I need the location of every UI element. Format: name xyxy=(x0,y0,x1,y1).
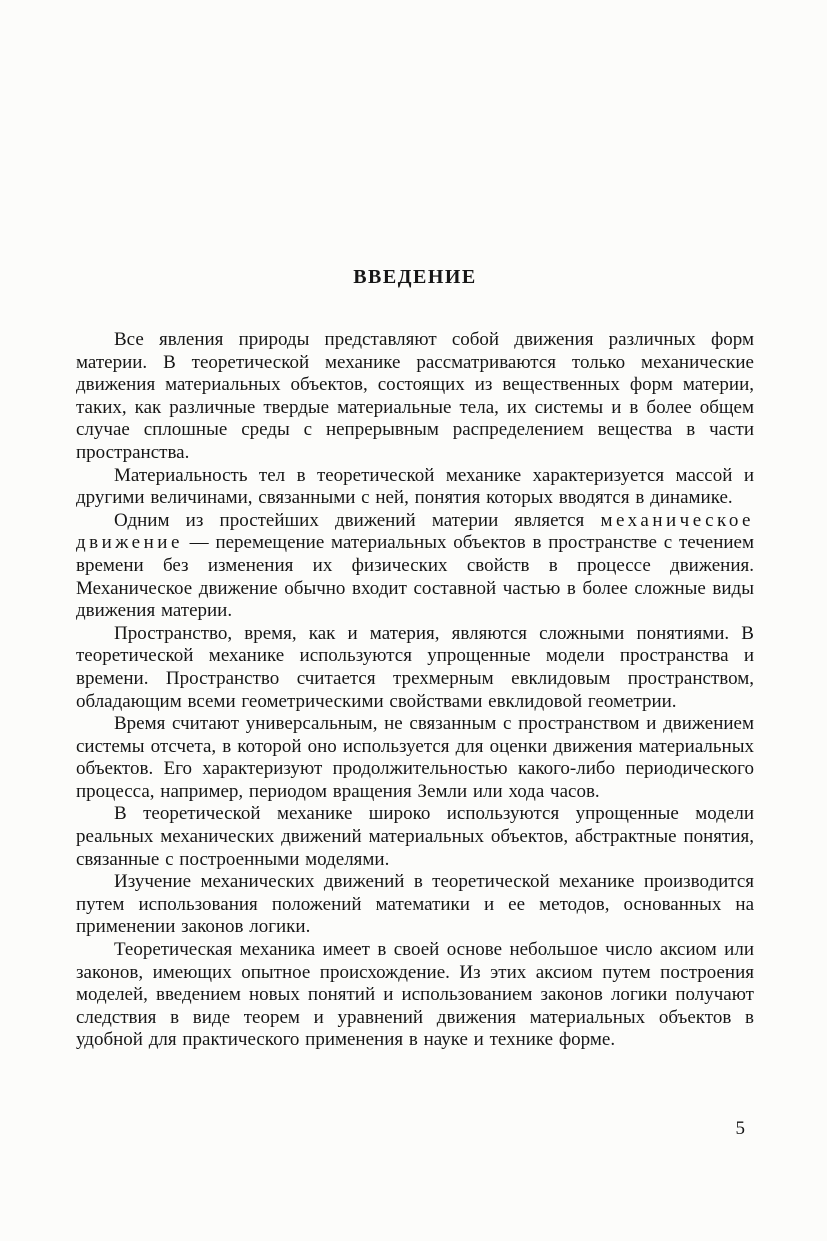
paragraph: Все явления природы представляют собой движения различных форм материи. В теоретической механике рассматриваются только механические движения материальных объектов, состоящих из вещественных форм материи, таких, как различные твердые материальные тела, их системы и в более общем случае сплошные среды с непрерывным распределением вещества в части пространства. xyxy=(76,329,754,463)
page-number: 5 xyxy=(735,1118,745,1139)
paragraph: Время считают универсальным, не связанным с пространством и движением системы отсчета, в которой оно используется для оценки движения материальных объектов. Его характеризуют продолжительностью какого-либо периодического процесса, например, периодом вращения Земли или хода часов. xyxy=(76,713,754,802)
chapter-title: ВВЕДЕНИЕ xyxy=(353,266,477,288)
paragraph-text: — перемещение материальных объектов в пространстве с течением времени без изменения их физических свойств в процессе движения. Механическое движение обычно входит составной частью в более сложные виды движения материи. xyxy=(76,532,754,622)
emphasized-term: механическое движение xyxy=(76,509,754,554)
paragraph: Теоретическая механика имеет в своей основе небольшое число аксиом или законов, имеющих опытное происхождение. Из этих аксиом путем построения моделей, введением новых понятий и использованием законов логики получают следствия в виде теорем и уравнений движения материальных объектов в удобной для практического применения в науке и технике форме. xyxy=(76,939,754,1051)
text-block xyxy=(76,266,754,1052)
paragraph: Материальность тел в теоретической механике характеризуется массой и другими величинами, связанными с ней, понятия которых вводятся в динамике. xyxy=(76,464,754,509)
paragraph: В теоретической механике широко используются упрощенные модели реальных механических движений материальных объектов, абстрактные понятия, связанные с построенными моделями. xyxy=(76,803,754,870)
paragraph: Изучение механических движений в теоретической механике производится путем использования положений математики и ее методов, основанных на применении законов логики. xyxy=(76,871,754,938)
paragraph-text: Одним из простейших движений материи является xyxy=(114,509,601,531)
paragraph xyxy=(76,510,754,623)
paragraph: Пространство, время, как и материя, являются сложными понятиями. В теоретической механике используются упрощенные модели пространства и времени. Пространство считается трехмерным евклидовым пространством, обладающим всеми геометрическими свойствами евклидовой геометрии. xyxy=(76,622,754,712)
